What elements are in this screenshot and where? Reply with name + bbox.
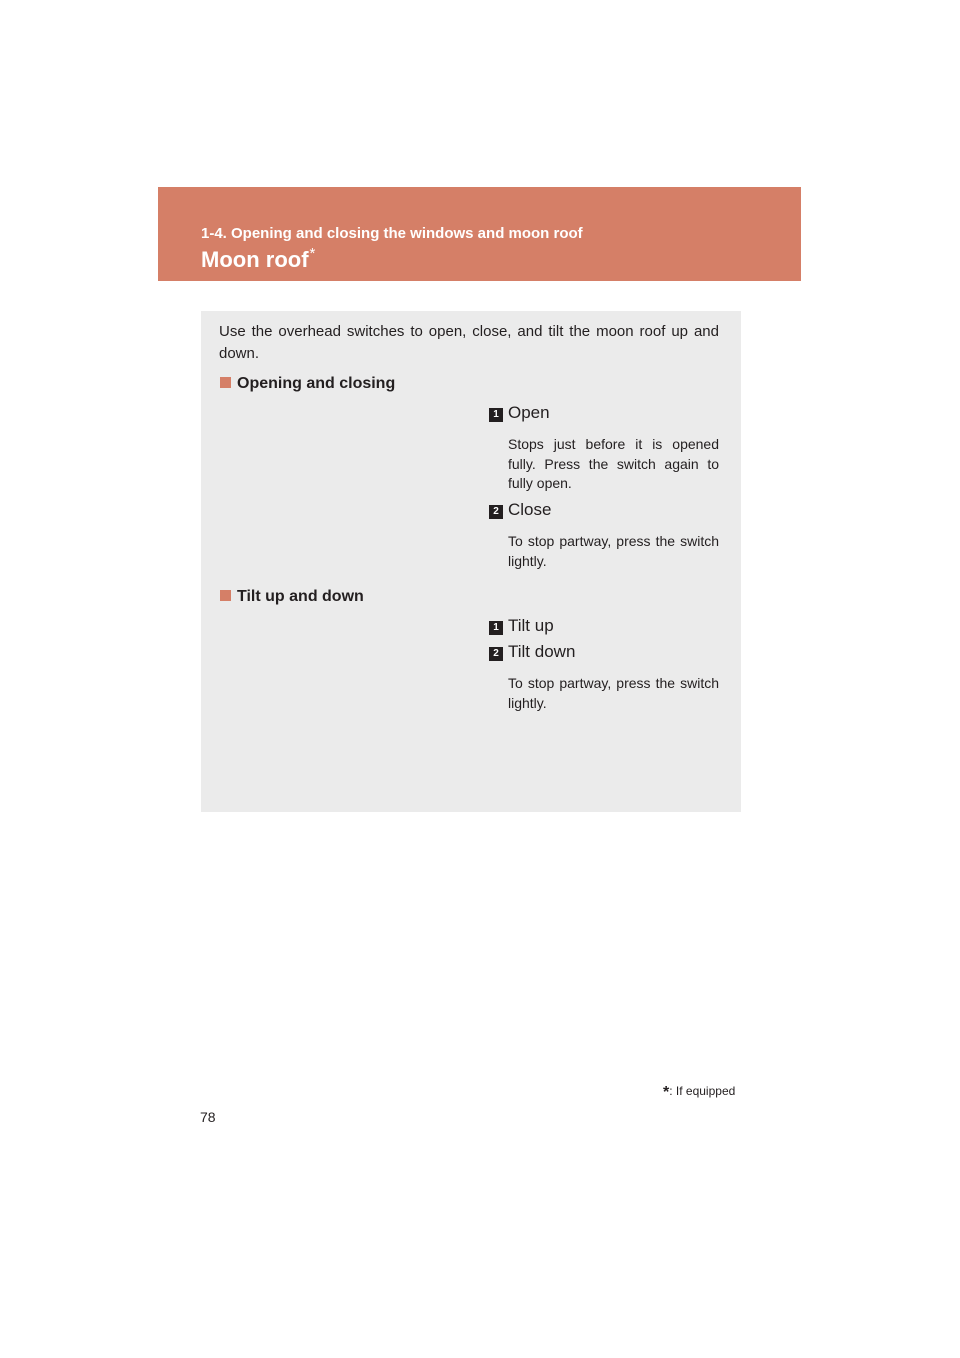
page-title [201,247,315,273]
title-asterisk-mark: * [309,245,316,262]
footnote-text: : If equipped [669,1084,736,1098]
page-number: 78 [200,1109,216,1125]
content-panel [201,311,741,812]
footnote-asterisk-mark: * [663,1084,670,1101]
section-title: 1-4. Opening and closing the windows and moon roof [201,225,583,242]
item-label-tilt-down: Tilt down [508,642,576,661]
page-title-text: Moon roof [201,247,309,272]
subheading-text: Tilt up and down [237,588,364,605]
item-description-tilt-down: To stop partway, press the switch lightly. [508,675,719,711]
item-description-close: To stop partway, press the switch lightly. [508,533,719,569]
step-number-badge: 1 [489,408,503,422]
item-description-open: Stops just before it is opened fully. Press the switch again to fully open. [508,436,719,491]
item-label-tilt-up: Tilt up [508,616,554,635]
step-number-badge: 1 [489,621,503,635]
subheading-opening-closing [220,375,395,393]
square-bullet-icon [220,590,231,601]
header-band [158,187,801,281]
step-number-badge: 2 [489,647,503,661]
footnote [663,1082,735,1100]
item-label-close: Close [508,500,552,519]
intro-paragraph: Use the overhead switches to open, close, and tilt the moon roof up and down. [219,323,719,362]
subheading-text: Opening and closing [237,375,396,392]
item-label-open: Open [508,403,550,422]
subheading-tilt [220,588,364,606]
square-bullet-icon [220,377,231,388]
step-number-badge: 2 [489,505,503,519]
